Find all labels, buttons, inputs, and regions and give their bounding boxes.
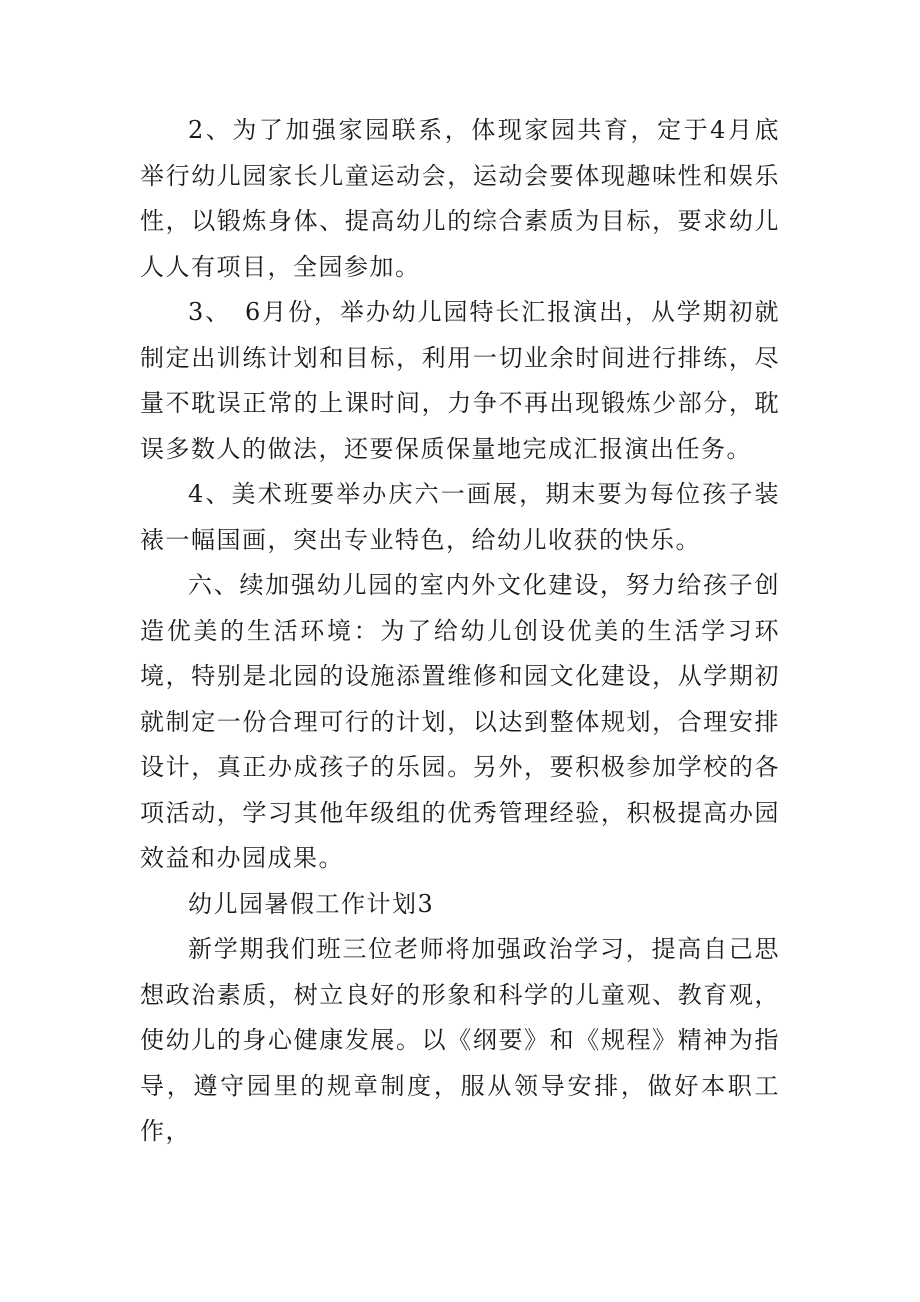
paragraph-section-6: 六、续加强幼儿园的室内外文化建设，努力给孩子创造优美的生活环境：为了给幼儿创设优美的生活学习环境，特别是北园的设施添置维修和园文化建设，从学期初就制定一份合理可行的计划，以达到整体规划，合理安排设计，真正办成孩子的乐园。另外，要积极参加学校的各项活动，学习其他年级组的优秀管理经验，积极提高办园效益和办园成果。 [140,571,780,872]
paragraph-item-2: 2、为了加强家园联系，体现家园共育，定于4月底举行幼儿园家长儿童运动会，运动会要体现趣味性和娱乐性，以锻炼身体、提高幼儿的综合素质为目标，要求幼儿人人有项目，全园参加。 [140,116,780,281]
paragraph-item-4: 4、美术班要举办庆六一画展，期末要为每位孩子装裱一幅国画，突出专业特色，给幼儿收获的快乐。 [140,480,780,554]
document-body [140,108,780,1155]
paragraph-item-3: 3、 6月份，举办幼儿园特长汇报演出，从学期初就制定出训练计划和目标，利用一切业余时间进行排练，尽量不耽误正常的上课时间，力争不再出现锻炼少部分，耽误多数人的做法，还要保质保量地完成汇报演出任务。 [140,298,780,463]
section-heading: 幼儿园暑假工作计划3 [188,889,435,918]
paragraph-intro: 新学期我们班三位老师将加强政治学习，提高自己思想政治素质，树立良好的形象和科学的儿童观、教育观，使幼儿的身心健康发展。以《纲要》和《规程》精神为指导，遵守园里的规章制度，服从领导安排，做好本职工作， [140,935,780,1145]
